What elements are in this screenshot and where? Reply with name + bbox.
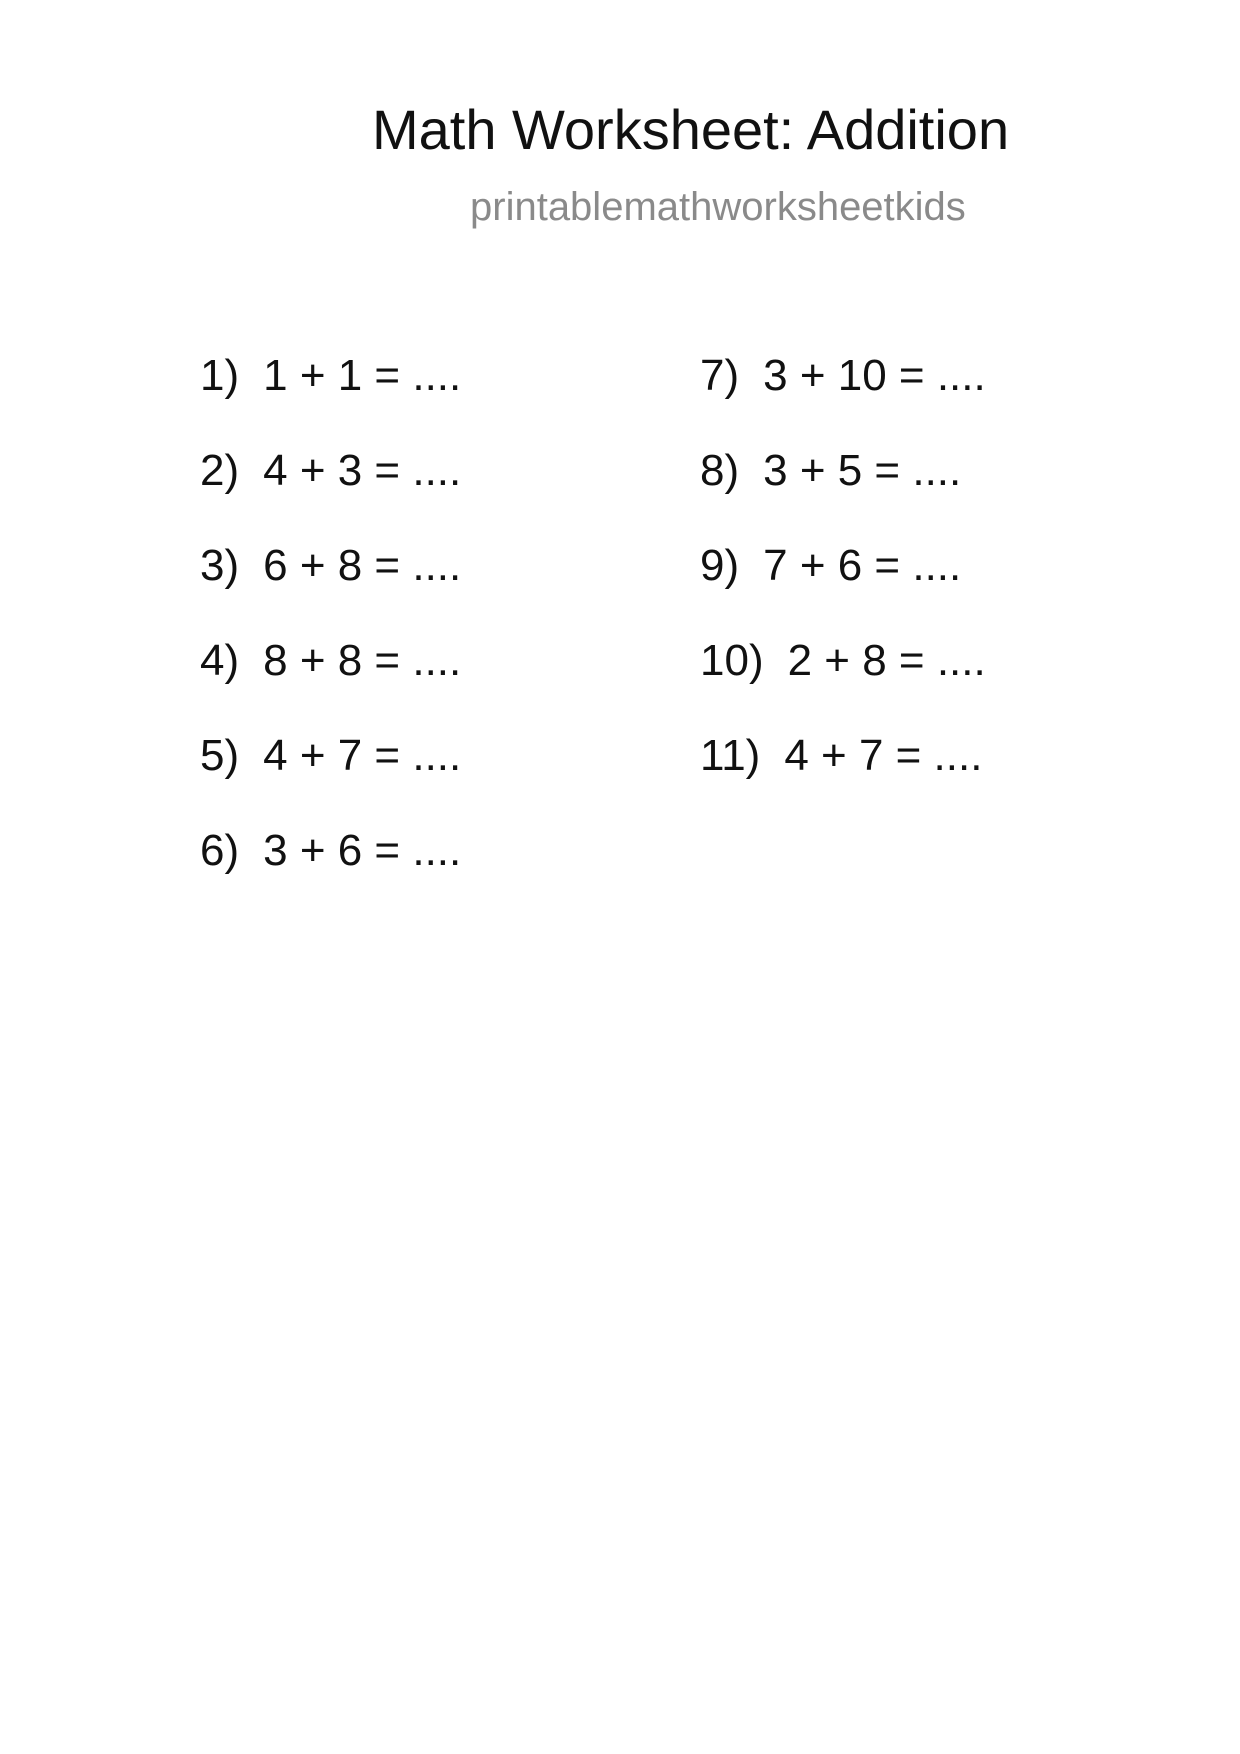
problem-number: 1) <box>200 351 240 400</box>
problem-expression: 4 + 7 = .... <box>263 731 462 780</box>
problem-number: 4) <box>200 636 240 685</box>
problem-expression: 3 + 5 = .... <box>763 446 962 495</box>
problems-left-column <box>200 350 461 920</box>
problem-expression: 2 + 8 = .... <box>787 636 986 685</box>
problem-number: 11) <box>700 731 761 780</box>
problem-item <box>200 350 461 445</box>
worksheet-source: printablemathworksheetkids <box>470 185 966 229</box>
problem-item <box>200 730 461 825</box>
problem-item <box>200 825 461 920</box>
problems-right-column <box>700 350 986 825</box>
problem-expression: 4 + 3 = .... <box>263 446 462 495</box>
problem-number: 3) <box>200 541 240 590</box>
problem-expression: 7 + 6 = .... <box>763 541 962 590</box>
problem-item <box>200 445 461 540</box>
problem-item <box>700 635 986 730</box>
worksheet-title: Math Worksheet: Addition <box>372 98 1010 161</box>
problem-expression: 8 + 8 = .... <box>263 636 462 685</box>
problem-expression: 3 + 10 = .... <box>763 351 986 400</box>
problem-number: 5) <box>200 731 240 780</box>
problem-expression: 6 + 8 = .... <box>263 541 462 590</box>
problem-item <box>700 445 986 540</box>
problem-item <box>700 540 986 635</box>
problem-number: 6) <box>200 826 240 875</box>
problem-item <box>700 350 986 445</box>
problem-item <box>200 635 461 730</box>
problem-number: 2) <box>200 446 240 495</box>
problem-number: 7) <box>700 351 740 400</box>
problem-expression: 1 + 1 = .... <box>263 351 462 400</box>
problem-expression: 4 + 7 = .... <box>784 731 983 780</box>
problem-number: 10) <box>700 636 764 685</box>
problem-number: 9) <box>700 541 740 590</box>
problem-expression: 3 + 6 = .... <box>263 826 462 875</box>
problem-item <box>700 730 986 825</box>
problem-number: 8) <box>700 446 740 495</box>
problem-item <box>200 540 461 635</box>
